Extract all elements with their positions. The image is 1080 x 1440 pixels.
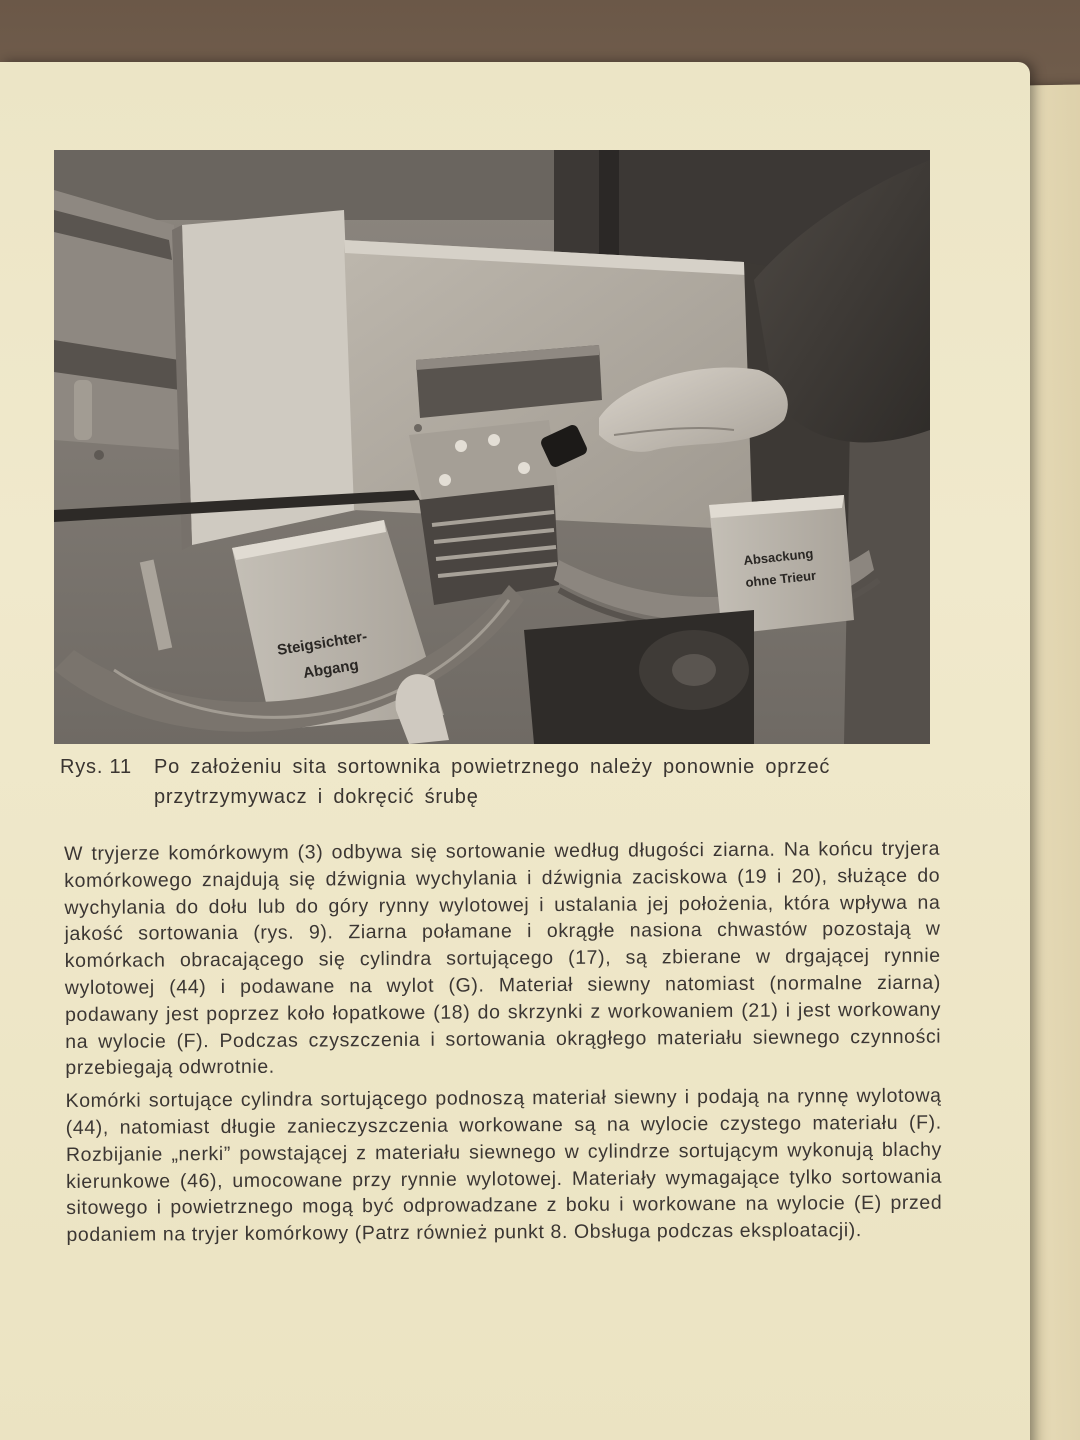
paragraph-1: W tryjerze komórkowym (3) odbywa się sortowanie według długości ziarna. Na końcu tryjera komórkowego znajdują się dźwignia wychylania i dźwignia zaciskowa (19 i 20), służące do wychylania do dołu lub do góry rynny wylotowej i ustalania jej położenia, która wpływa na jakość sortowania (rys. 9). Ziarna połamane i okrągłe nasiona chwastów pozostają w komórkach obracającego się cylindra sortującego (17), są zbierane w drgającej rynnie wylotowej (44) i podawane na wylot (G). Materiał siewny natomiast (normalne ziarna) podawany jest poprzez koło łopatkowe (18) do skrzynki z workowaniem (21) i jest workowany na wylocie (F). Podczas czyszczenia i sortowania okrągłego materiału siewnego czynności przebiegają odwrotnie.	[64, 837, 942, 1080]
paragraph-2: Komórki sortujące cylindra sortującego podnoszą materiał siewny i podają na rynnę wylotową (44), natomiast długie zanieczyszczenia workowane są na wylocie czystego materiału (F). Rozbijanie „nerki” powstającej z materiału siewnego w cylindrze sortującym wykonują blachy kierunkowe (46), umocowane przy rynnie wylotowej. Materiały wymagające tylko sortowania sitowego i powietrznego mogą być odprowadzane z boku i workowane na wylocie (E) przed podaniem na tryjer komórkowy (Patrz również punkt 8. Obsługa podczas eksploatacji).	[65, 1084, 943, 1247]
photo-label-left-line2: Abgang	[301, 656, 360, 682]
figure-number: Rys. 11	[60, 756, 132, 778]
machine-photo	[54, 150, 930, 744]
body-text	[64, 836, 943, 1255]
caption-text: Po założeniu sita sortownika powietrznego należy ponownie oprzeć przytrzymywacz i dokręcić śrubę	[154, 756, 831, 808]
photo-label-left-line1: Steigsichter-	[275, 627, 369, 659]
photo-label-right-line1: Absackung	[742, 545, 815, 568]
machine-photo-drawing	[54, 150, 930, 744]
book-page	[0, 62, 1030, 1440]
photo-label-right-line2: ohne Trieur	[744, 567, 817, 590]
